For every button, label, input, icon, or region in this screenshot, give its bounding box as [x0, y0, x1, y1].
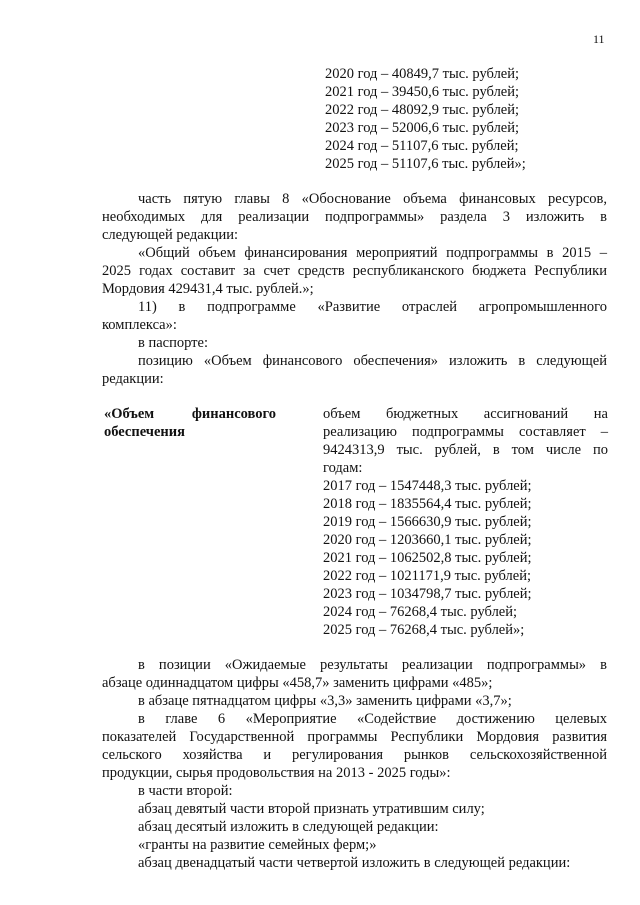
paragraph-line: сельского хозяйства и регулирования рынков сельскохозяйственной — [102, 747, 607, 763]
table-list-item: 2017 год – 1547448,3 тыс. рублей; — [323, 478, 532, 494]
item-11-line: комплекса»: — [102, 317, 177, 333]
page-number: 11 — [593, 32, 605, 46]
paragraph-line: в паспорте: — [138, 335, 208, 351]
table-list-item: 2024 год – 76268,4 тыс. рублей; — [323, 604, 518, 620]
list-item: 2021 год – 39450,6 тыс. рублей; — [325, 84, 520, 100]
table-text-line: реализацию подпрограммы составляет – — [323, 424, 608, 440]
paragraph-line: абзац десятый изложить в следующей редакции: — [138, 819, 439, 835]
table-list-item: 2022 год – 1021171,9 тыс. рублей; — [323, 568, 531, 584]
table-list-item: 2020 год – 1203660,1 тыс. рублей; — [323, 532, 532, 548]
table-list-item: 2021 год – 1062502,8 тыс. рублей; — [323, 550, 532, 566]
table-label: обеспечения — [104, 424, 185, 440]
list-item: 2020 год – 40849,7 тыс. рублей; — [325, 66, 520, 82]
paragraph-line: показателей Государственной программы Республики Мордовия развития — [102, 729, 607, 745]
paragraph-line: абзац девятый части второй признать утратившим силу; — [138, 801, 485, 817]
paragraph-line: в абзаце пятнадцатом цифры «3,3» заменить цифрами «3,7»; — [138, 693, 512, 709]
table-text-line: объем бюджетных ассигнований на — [323, 406, 608, 422]
paragraph-line: позицию «Объем финансового обеспечения» изложить в следующей — [138, 353, 607, 369]
quote-line: «Общий объем финансирования мероприятий подпрограммы в 2015 – — [138, 245, 607, 261]
paragraph-line: следующей редакции: — [102, 227, 239, 243]
table-list-item: 2019 год – 1566630,9 тыс. рублей; — [323, 514, 532, 530]
list-item: 2025 год – 51107,6 тыс. рублей»; — [325, 156, 526, 172]
quote-line: 2025 годах составит за счет средств республиканского бюджета Республики — [102, 263, 607, 279]
list-item: 2022 год – 48092,9 тыс. рублей; — [325, 102, 520, 118]
paragraph-line: в части второй: — [138, 783, 233, 799]
paragraph-line: редакции: — [102, 371, 164, 387]
paragraph-line: часть пятую главы 8 «Обоснование объема финансовых ресурсов, — [138, 191, 607, 207]
list-item: 2024 год – 51107,6 тыс. рублей; — [325, 138, 519, 154]
paragraph-line: абзаце одиннадцатом цифры «458,7» заменить цифрами «485»; — [102, 675, 493, 691]
table-text-line: 9424313,9 тыс. рублей, в том числе по — [323, 442, 608, 458]
paragraph-line: в главе 6 «Мероприятие «Содействие достижению целевых — [138, 711, 607, 727]
table-list-item: 2023 год – 1034798,7 тыс. рублей; — [323, 586, 532, 602]
paragraph-line: необходимых для реализации подпрограммы» раздела 3 изложить в — [102, 209, 607, 225]
table-text-line: годам: — [323, 460, 363, 476]
item-11-line: 11) в подпрограмме «Развитие отраслей агропромышленного — [138, 299, 607, 315]
paragraph-line: абзац двенадцатый части четвертой изложить в следующей редакции: — [138, 855, 571, 871]
table-list-item: 2025 год – 76268,4 тыс. рублей»; — [323, 622, 525, 638]
quote-line: Мордовия 429431,4 тыс. рублей.»; — [102, 281, 314, 297]
paragraph-line: «гранты на развитие семейных ферм;» — [138, 837, 377, 853]
paragraph-line: в позиции «Ожидаемые результаты реализации подпрограммы» в — [138, 657, 607, 673]
list-item: 2023 год – 52006,6 тыс. рублей; — [325, 120, 520, 136]
paragraph-line: продукции, сырья продовольствия на 2013 - 2025 годы»: — [102, 765, 451, 781]
table-label: «Объем финансового — [104, 406, 276, 422]
table-list-item: 2018 год – 1835564,4 тыс. рублей; — [323, 496, 532, 512]
